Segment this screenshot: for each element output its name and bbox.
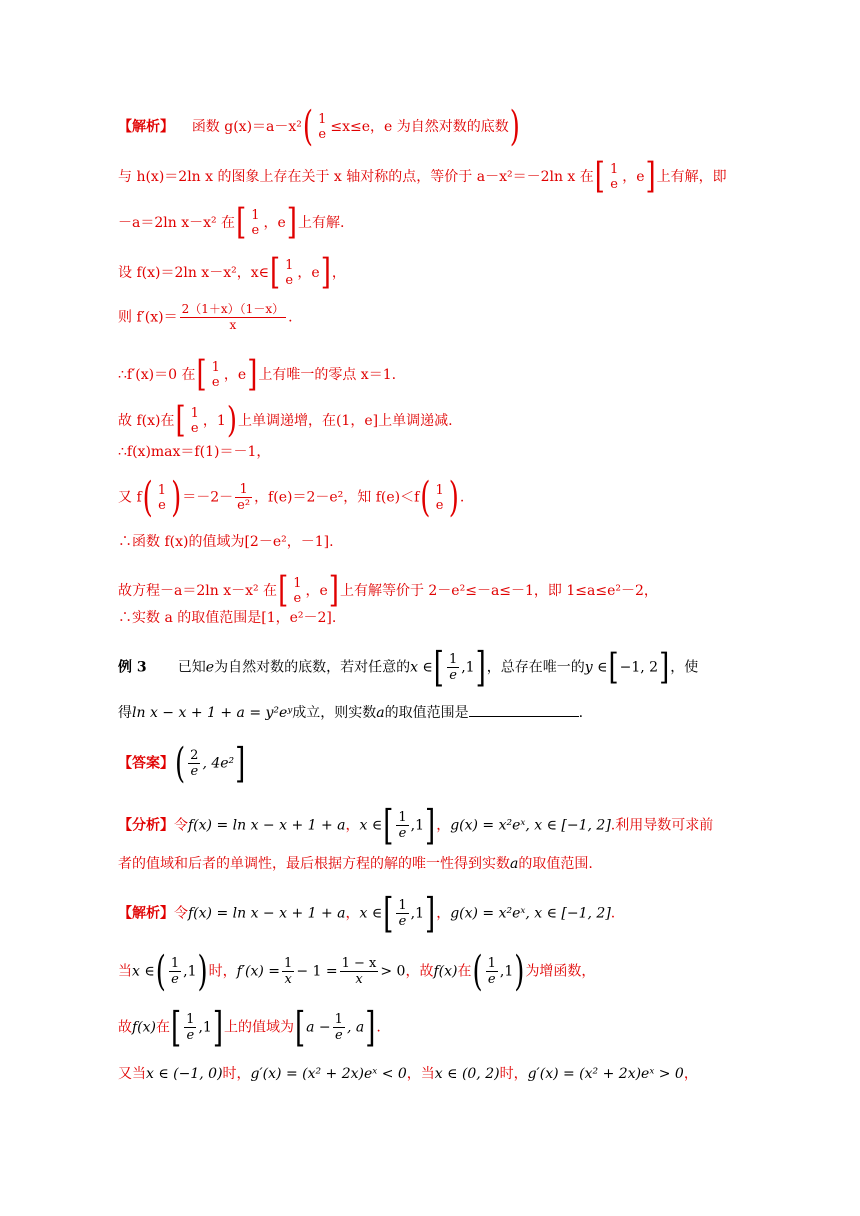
bracket: ( [142,473,153,522]
bracket: ) [509,103,520,151]
math-x-in: x ∈ [132,963,155,980]
bracket: ] [328,570,339,612]
text-run: 令 [174,817,188,834]
bracket: [ [175,400,186,442]
text-run: . [578,705,584,721]
solution-line-6 [118,354,397,396]
fraction: 1 e [251,208,260,238]
text-run: 得 [118,705,132,721]
fraction: $\frac{1}{e}$ [334,1012,343,1043]
math-after: ,1 [461,659,475,676]
math-after: ,1 [410,905,425,922]
bracket: [ [433,643,444,692]
math-x-in: x ∈ [359,905,383,922]
text-run: ∴函数 f(x)的值域为[2－e²，－1]. [118,534,334,550]
solution-line-3 [118,202,345,244]
text-run: 又当 [118,1066,146,1082]
text-run: 则 f′(x)＝ [118,309,178,326]
math-a: a [510,856,519,872]
text-run: ，f(e)＝2－e²，知 f(e)＜f [254,489,420,506]
text-run: 上有解等价于 2－e²≤－a≤－1，即 1≤a≤e²－2， [339,583,658,599]
text-run: 成立，则实数 [292,705,377,721]
bracket: ) [448,473,459,522]
math-x2: x ∈ (0, 2) [434,1066,500,1082]
text-run: 在 [156,1019,171,1036]
solution-line-10 [118,532,334,552]
math-after: ,1 [183,963,197,980]
fraction: $\frac{1}{\text{e²}}$ [237,482,251,513]
text-run: ，e [263,215,286,231]
math-y-in: y ∈ [584,659,608,676]
text-run: 又 f [118,489,142,506]
example-line-2 [118,702,583,723]
bracket: ] [425,801,436,850]
bracket: [ [608,647,619,688]
text-run: ，e [297,265,320,281]
text-run: ，1 [202,413,226,429]
bracket: ] [247,354,258,396]
math-x-in: x ∈ [410,659,433,676]
bracket: ( [472,947,483,996]
text-run: ， [436,817,451,834]
text-run: 设 f(x)＝2ln x－x²，x∈ [118,265,269,281]
math-deriv: f′(x) = [236,963,281,980]
fraction: $\frac{2(1+x)(1-x)}{x}$ [181,302,285,332]
bracket: [ [269,252,281,294]
fraction: 1 e [318,112,327,142]
fraction: $\frac{1 - x}{x}$ [341,956,377,987]
fraction: 1 e [157,482,167,513]
answer-blank [469,702,579,717]
text-run: ， [331,265,346,281]
fraction: 1 e [285,258,294,288]
bracket: ( [420,473,431,522]
bracket: [ [383,801,394,850]
fraction: $\frac{1}{e}$ [398,810,407,841]
bracket: ] [659,647,670,688]
text-run: ＝－2－ [182,489,234,506]
math-answer: , 4e² [202,755,235,772]
solution-line-8 [118,442,270,462]
bracket: ] [645,156,656,198]
sol-line-3 [118,1003,381,1052]
text-run: 上有解，即 [656,169,727,185]
fraction: $\frac{1}{e}$ [487,956,496,987]
math-f-def: f(x) = ln x − x + 1 + a [188,817,346,834]
math-g-def: g(x) = x²eˣ, x ∈ [−1, 2] [450,905,611,922]
fraction: $\frac{1}{e}$ [170,956,180,987]
math-g2: g′(x) = (x² + 2x)eˣ > 0 [527,1066,684,1082]
math-after: ,1 [198,1019,212,1036]
section-label: 【解析】 [118,119,174,135]
math-x-in: x ∈ [359,817,383,834]
example-label: 例 3 [118,659,147,676]
text-run: 上有唯一的零点 x＝1. [258,367,397,383]
math-after: ,1 [499,963,514,980]
solution-label: 【解析】 [118,905,174,922]
bracket: ] [475,643,486,692]
math-a2: , a [346,1019,365,1036]
math-f-def: f(x) = ln x − x + 1 + a [188,905,346,922]
math-e: e [205,659,215,676]
text-run: ∴实数 a 的取值范围是[1，e²－2]. [118,610,337,626]
bracket: ( [302,103,314,151]
text-run: 故 [118,1019,132,1036]
analysis-label: 【分析】 [118,817,174,834]
text-run: 已知 [177,659,206,676]
text-run: .利用导数可求前 [610,817,714,834]
math-gt: > 0 [380,963,406,980]
text-run: ，当 [406,1066,435,1082]
text-run: 的取值范围是 [384,705,469,721]
math-x1: x ∈ (−1, 0) [146,1066,223,1082]
math-f: f(x) [132,1019,157,1036]
text-run: ， [345,905,360,922]
bracket: ] [425,889,436,938]
bracket: ) [514,947,525,996]
text-run: . [459,489,465,506]
text-run: 上的值域为 [223,1019,294,1036]
text-run: 在 [457,963,472,980]
math-after: ,1 [410,817,425,834]
example-line-1 [118,643,699,692]
sol-line-1 [118,889,616,938]
math-equation: ln x − x + 1 + a = y²eʸ [132,705,293,721]
analysis-line-2 [118,854,593,874]
text-run: 时， [208,963,237,980]
bracket: ( [155,947,166,996]
bracket: ( [175,739,186,788]
bracket: [ [594,156,605,198]
text-run: ，总存在唯一的 [486,659,585,676]
text-run: ，e [622,169,645,185]
text-run: 与 h(x)＝2ln x 的图象上存在关于 x 轴对称的点，等价于 a－x²＝－2ln x 在 [118,169,594,185]
solution-line-12 [118,608,336,628]
bracket: ] [286,202,297,244]
fraction: 1 e [293,576,302,606]
math-minus: − 1 = [296,963,338,980]
text-run: 为自然对数的底数，若对任意的 [214,659,411,676]
solution-line-1 [118,103,521,151]
solution-line-2 [118,156,727,198]
answer-line [118,739,246,788]
text-run: 时， [499,1066,528,1082]
bracket: [ [294,1003,306,1052]
bracket: ] [320,252,331,294]
text-run: 故方程－a＝2ln x－x² 在 [118,583,278,599]
fraction: $\frac{1}{e}$ [448,652,458,683]
fraction: $\frac{1}{e}$ [186,1012,195,1043]
text-run: . [288,309,293,326]
answer-label: 【答案】 [118,755,174,772]
bracket: ] [235,739,246,788]
text-run: ， [436,905,451,922]
text-run: . [610,905,616,922]
text-run: ∴f′(x)＝0 在 [118,367,196,383]
sol-line-4 [118,1064,698,1084]
text-run: 故 f(x)在 [118,413,175,429]
fraction: 1 e [435,482,444,513]
math-g1: g′(x) = (x² + 2x)eˣ < 0 [250,1066,407,1082]
bracket: [ [278,570,289,612]
text-run: 上有解. [297,215,345,231]
bracket: [ [383,889,394,938]
bracket: [ [196,354,207,396]
text-run: 时， [222,1066,251,1082]
solution-line-7 [118,400,453,442]
analysis-line-1 [118,801,714,850]
sol-line-2 [118,947,596,996]
text-run: ∴f(x)max＝f(1)＝－1， [118,444,271,460]
text-run: －a＝2ln x－x² 在 [118,215,236,231]
text-run: ， [345,817,360,834]
fraction: 1 e [190,406,199,436]
solution-line-11 [118,570,658,612]
text-run: 的取值范围. [518,856,593,872]
solution-line-4 [118,252,346,294]
text-run: 上单调递增，在(1，e]上单调递减. [237,413,453,429]
text-run: 令 [174,905,188,922]
text-run: ， [683,1066,698,1082]
fraction: 1 e [609,162,619,192]
text-run: ，使 [670,659,699,676]
bracket: [ [236,202,247,244]
text-run: 者的值域和后者的单调性，最后根据方程的解的唯一性得到实数 [118,856,510,872]
bracket: ] [212,1003,223,1052]
math-a: a [376,705,385,721]
solution-line-9 [118,473,465,522]
fraction: $\frac{1}{e}$ [398,898,407,929]
text-run: ，e [223,367,247,383]
math-g-def: g(x) = x²eˣ, x ∈ [−1, 2] [450,817,611,834]
text-run: 函数 g(x)＝a－x² [191,119,302,135]
text-run: ，e [305,583,328,599]
text-run: ，故 [405,963,434,980]
bracket: ] [365,1003,376,1052]
math-range: −1, 2 [619,659,659,676]
fraction: $\frac{1}{x}$ [284,956,293,987]
text-run: 为增函数， [525,963,596,980]
math-f: f(x) [433,963,458,980]
bracket: ) [197,947,208,996]
bracket: ) [171,473,182,522]
text-run: 当 [118,963,132,980]
math-a1: a − [306,1019,331,1036]
solution-line-5 [118,302,293,333]
bracket: ) [226,400,237,442]
text-run: . [376,1019,381,1036]
bracket: [ [171,1003,182,1052]
fraction: 1 e [211,360,220,390]
fraction: $\frac{2}{e}$ [190,748,199,779]
text-run: ≤x≤e，e 为自然对数的底数 [330,119,509,135]
